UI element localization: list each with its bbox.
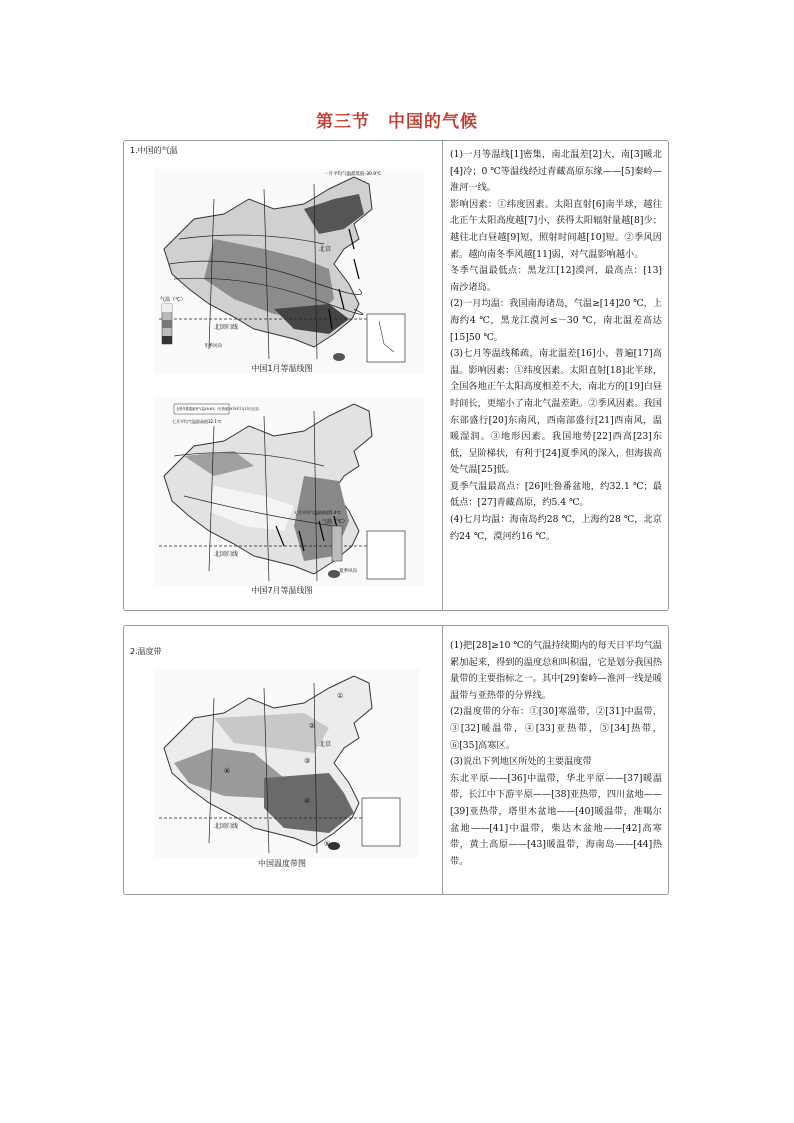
july-tropic-label: 北回归线 — [214, 551, 239, 558]
paragraph: 影响因素：①纬度因素。太阳直射[6]南半球，越往北正午太阳高度越[7]小，获得太阳辐射量越[8]少；越往北白昼越[9]短，照射时间越[10]短。②季风因素。越向南冬季风越[11]弱，对气温影响越小。 — [450, 198, 662, 260]
july-map-caption: 中国7月等温线图 — [251, 586, 313, 595]
paragraph: 冬季气温最低点：黑龙江[12]漠河，最高点：[13]南沙诸岛。 — [450, 265, 662, 293]
svg-text:①: ① — [337, 692, 344, 700]
section-temperature-zones — [123, 625, 669, 895]
section-label: 1.中国的气温 — [130, 146, 178, 155]
january-isotherm-map — [154, 169, 424, 374]
text-column — [450, 638, 662, 870]
zone-beijing-label: 北京 — [319, 741, 332, 748]
text-column — [450, 147, 662, 545]
svg-text:②: ② — [309, 722, 316, 730]
svg-text:③: ③ — [304, 757, 311, 765]
july-wind-label: 夏季风向 — [339, 569, 357, 574]
paragraph: 夏季气温最高点：[26]吐鲁番盆地，约32.1 ℃；最低点：[27]青藏高原，约5.4 ℃。 — [450, 480, 662, 509]
section-temperature — [123, 140, 669, 611]
paragraph: (1)把[28]≥10 ℃的气温持续期内的每天日平均气温累加起来，得到的温度总和叫积温，它是划分我国热量带的主要指标之一。其中[29]秦岭—淮河一线是暖温带与亚热带的分界线。 — [450, 640, 662, 701]
zone-map-caption: 中国温度带图 — [258, 859, 306, 868]
jan-lowest-note: 一月平均气温最低值-30.9℃ — [324, 172, 382, 177]
maps-column — [124, 141, 443, 610]
jan-tropic-label: 北回归线 — [214, 324, 239, 331]
jan-wind-label: 冬季风向 — [204, 344, 222, 349]
july-isotherm-map — [154, 396, 424, 586]
maps-column — [124, 626, 443, 894]
paragraph: (2)温度带的分布：①[30]寒温带，②[31]中温带，③[32]暖温带，④[33]亚热带，⑤[34]热带，⑥[35]高寒区。 — [450, 706, 662, 751]
section-label: 2.温度带 — [130, 647, 162, 656]
july-note-highest: 七月平均气温最高值32.1℃ — [172, 419, 222, 424]
page-title: 第三节 中国的气候 — [316, 112, 478, 132]
svg-text:⑤: ⑤ — [324, 840, 331, 848]
paragraph: (3)说出下列地区所处的主要温度带 — [450, 756, 592, 768]
july-note-lowest: 七月平均气温最低值5.4℃ — [294, 510, 341, 515]
july-note-extreme: 全国年极端最高气温49.6℃（吐鲁番1975年7月13日记录） — [176, 407, 262, 411]
jan-beijing-label: 北京 — [319, 246, 332, 253]
paragraph: (1)一月等温线[1]密集，南北温差[2]大，南[3]暖北[4]冷；0 ℃等温线经过青藏高原东缘——[5]秦岭—淮河一线。 — [450, 149, 662, 194]
paragraph: (2)一月均温：我国南海诸岛，气温≥[14]20 ℃，上海约4 ℃，黑龙江漠河≤－30 ℃，南北温差高达[15]50 ℃。 — [450, 298, 662, 343]
svg-text:⑥: ⑥ — [224, 767, 231, 775]
svg-text:④: ④ — [304, 797, 311, 805]
paragraph: 东北平原——[36]中温带，华北平原——[37]暖温带，长江中下游平原——[38]亚热带，四川盆地——[39]亚热带，塔里木盆地——[40]暖温带，准噶尔盆地——[41]中温带，柴达木盆地——[42]高寒带，黄土高原——[43]暖温带，海南岛——[44]热带。 — [450, 772, 662, 867]
temperature-zone-map — [154, 668, 419, 858]
paragraph: (4)七月均温：海南岛约28 ℃，上海约28 ℃，北京约24 ℃，漠河约16 ℃。 — [450, 514, 662, 542]
july-legend-title: 气温（℃） — [322, 519, 348, 525]
january-map-caption: 中国1月等温线图 — [251, 364, 313, 373]
jan-legend-title: 气温（℃） — [160, 297, 186, 303]
paragraph: (3)七月等温线稀疏，南北温差[16]小，普遍[17]高温。影响因素：①纬度因素。太阳直射[18]北半球，全国各地正午太阳高度相差不大，南北方的[19]白昼时间长，更缩小了南北气温差距。②季风因素。我国东部盛行[20]东南风，西南部盛行[21]西南风，温暖湿润。③地形因素。我国地势[22]西高[23]东低，呈阶梯状，有利于[24]夏季风的深入，但海拔高处气温[25]低。 — [450, 348, 662, 476]
zone-tropic-label: 北回归线 — [214, 823, 239, 830]
